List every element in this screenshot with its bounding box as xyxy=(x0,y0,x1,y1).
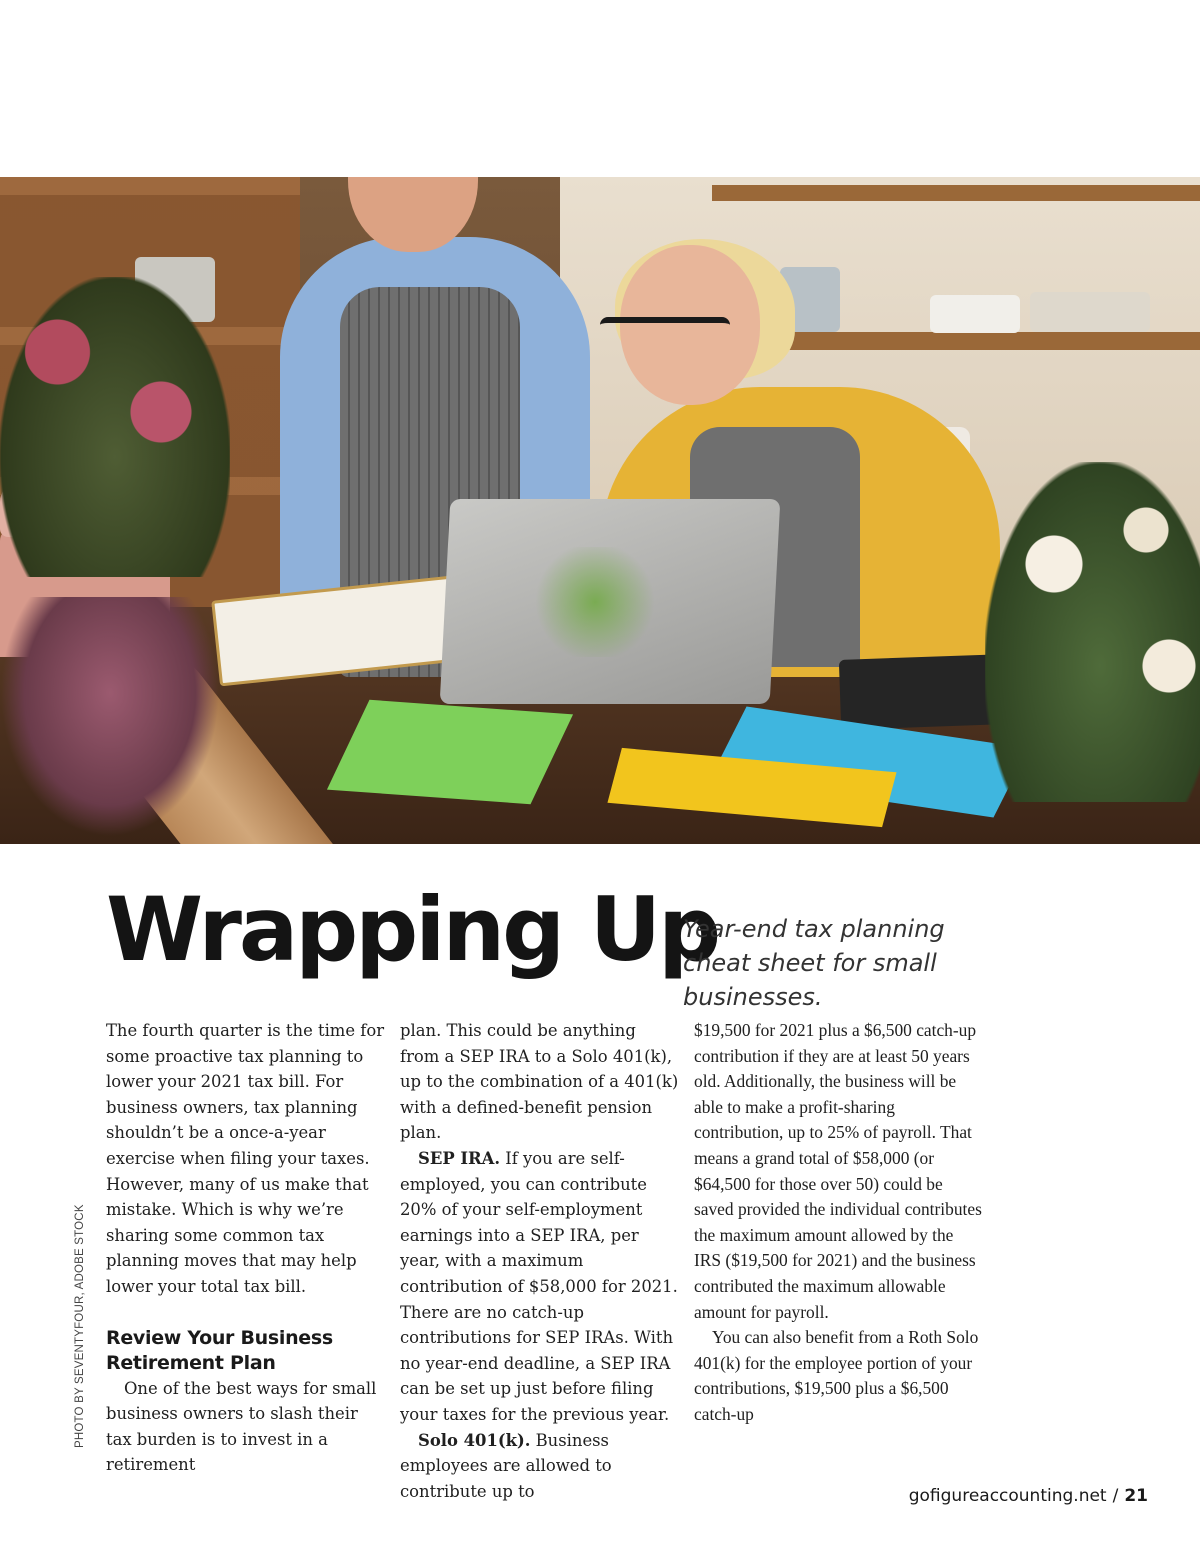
article-column-2 xyxy=(400,1018,680,1504)
solo-401k-paragraph xyxy=(400,1428,680,1505)
sep-ira-lead: SEP IRA. xyxy=(418,1148,501,1168)
article-title: Wrapping Up xyxy=(106,878,719,981)
article-column-1 xyxy=(106,1018,386,1478)
sep-ira-text: If you are self-employed, you can contribute 20% of your self-employment earnings into a SEP IRA, per year, with a maximum contribution of $58,000 for 2021. There are no catch-up contributions for SEP IRAs. With no year-end deadline, a SEP IRA can be set up just before filing your taxes for the previous year. xyxy=(400,1148,678,1424)
footer-separator: / xyxy=(1112,1486,1119,1506)
article-subtitle: Year-end tax planning cheat sheet for small businesses. xyxy=(683,915,945,1011)
page-footer xyxy=(909,1486,1148,1506)
intro-paragraph: The fourth quarter is the time for some proactive tax planning to lower your 2021 tax bill. For business owners, tax planning shouldn’t be a once-a-year exercise when filing your taxes. However, many of us make that mistake. Which is why we’re sharing some common tax planning moves that may help lower your total tax bill. xyxy=(106,1021,385,1296)
section-heading: Review Your Business Retirement Plan xyxy=(106,1326,333,1374)
body-paragraph: $19,500 for 2021 plus a $6,500 catch-up contribution if they are at least 50 years old. Additionally, the business will be able to make a profit-sharing contribution, up to 25% of payroll. That means a grand total of $58,000 (or $64,500 for those over 50) could be saved provided the individual contributes the maximum amount allowed by the IRS ($19,500 for 2021) and the business contributed the maximum allowable amount for payroll. xyxy=(694,1020,982,1322)
photo-basket xyxy=(1030,292,1150,332)
photo-shelf xyxy=(780,332,1200,350)
photo-white-roses xyxy=(985,462,1200,802)
footer-website: gofigureaccounting.net xyxy=(908,1486,1107,1506)
article-column-3 xyxy=(694,1018,984,1428)
photo-green-paper xyxy=(327,700,573,804)
solo-401k-lead: Solo 401(k). xyxy=(418,1430,531,1450)
photo-bowl xyxy=(930,295,1020,333)
photo-protea-flowers xyxy=(0,277,230,577)
photo-laptop-logo xyxy=(530,547,660,657)
photo-calculator xyxy=(839,654,1006,730)
sep-ira-paragraph xyxy=(400,1146,680,1428)
photo-shelf xyxy=(712,185,1200,201)
photo-credit: PHOTO BY SEVENTYFOUR, ADOBE STOCK xyxy=(74,1204,86,1448)
page-number: 21 xyxy=(1124,1486,1148,1506)
photo-glasses xyxy=(600,317,730,359)
body-paragraph: One of the best ways for small business owners to slash their tax burden is to invest in a retirement xyxy=(106,1378,377,1475)
body-paragraph: plan. This could be anything from a SEP IRA to a Solo 401(k), up to the combination of a 401(k) with a defined-benefit pension plan. xyxy=(400,1021,679,1143)
photo-heather-flowers xyxy=(0,597,220,837)
body-paragraph: You can also benefit from a Roth Solo 401(k) for the employee portion of your contributions, $19,500 plus a $6,500 catch-up xyxy=(694,1327,979,1424)
article-photo xyxy=(0,177,1200,844)
solo-401k-text: Business employees are allowed to contribute up to xyxy=(400,1430,612,1501)
